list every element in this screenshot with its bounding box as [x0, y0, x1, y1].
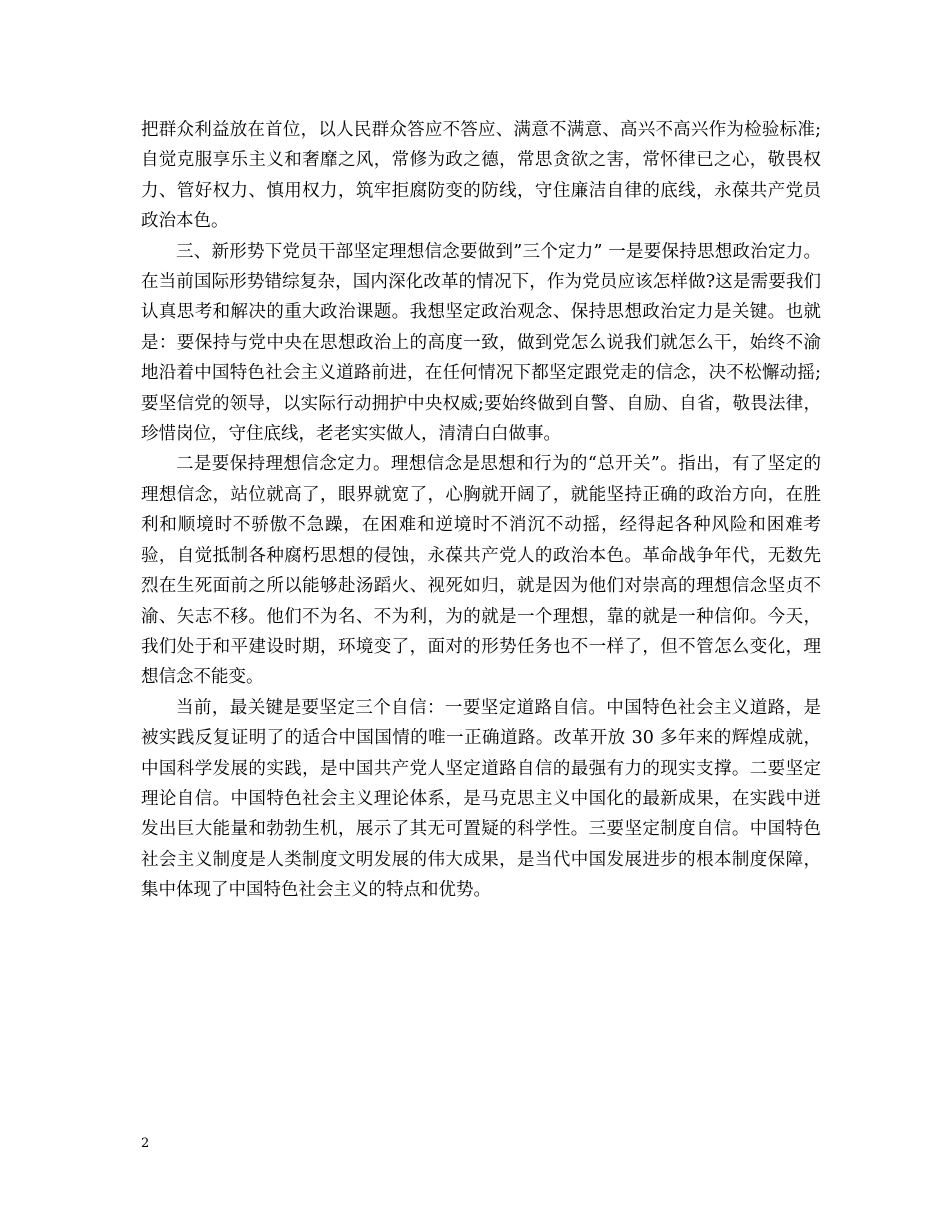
page-number: 2	[141, 1136, 150, 1151]
paragraph-2: 三、新形势下党员干部坚定理想信念要做到”三个定力” 一是要保持思想政治定力。在当前国际形势错综复杂，国内深化改革的情况下，作为党员应该怎样做?这是需要我们认真思考和解决的重大政治课题。我想坚定政治观念、保持思想政治定力是关键。也就是：要保持与党中央在思想政治上的高度一致，做到党怎么说我们就怎么干，始终不渝地沿着中国特色社会主义道路前进，在任何情况下都坚定跟党走的信念，决不松懈动摇;要坚信党的领导，以实际行动拥护中央权威;要始终做到自警、自励、自省，敬畏法律，珍惜岗位，守住底线，老老实实做人，清清白白做事。	[141, 241, 821, 445]
page-body	[141, 115, 821, 906]
paragraph-1: 把群众利益放在首位，以人民群众答应不答应、满意不满意、高兴不高兴作为检验标准;自觉克服享乐主义和奢靡之风，常修为政之德，常思贪欲之害，常怀律已之心，敬畏权力、管好权力、慎用权力，筑牢拒腐防变的防线，守住廉洁自律的底线，永葆共产党员政治本色。	[141, 120, 821, 232]
paragraph-4: 当前，最关键是要坚定三个自信：一要坚定道路自信。中国特色社会主义道路，是被实践反复证明了的适合中国国情的唯一正确道路。改革开放 30 多年来的辉煌成就，中国科学发展的实践，是中国共产党人坚定道路自信的最强有力的现实支撑。二要坚定理论自信。中国特色社会主义理论体系，是马克思主义中国化的最新成果，在实践中迸发出巨大能量和勃勃生机，展示了其无可置疑的科学性。三要坚定制度自信。中国特色社会主义制度是人类制度文明发展的伟大成果，是当代中国发展进步的根本制度保障，集中体现了中国特色社会主义的特点和优势。	[141, 697, 821, 901]
paragraph-3: 二是要保持理想信念定力。理想信念是思想和行为的“总开关”。指出，有了坚定的理想信念，站位就高了，眼界就宽了，心胸就开阔了，就能坚持正确的政治方向，在胜利和顺境时不骄傲不急躁，在困难和逆境时不消沉不动摇，经得起各种风险和困难考验，自觉抵制各种腐朽思想的侵蚀，永葆共产党人的政治本色。革命战争年代，无数先烈在生死面前之所以能够赴汤蹈火、视死如归，就是因为他们对崇高的理想信念坚贞不渝、矢志不移。他们不为名、不为利，为的就是一个理想，靠的就是一种信仰。今天，我们处于和平建设时期，环境变了，面对的形势任务也不一样了，但不管怎么变化，理想信念不能变。	[141, 454, 821, 688]
